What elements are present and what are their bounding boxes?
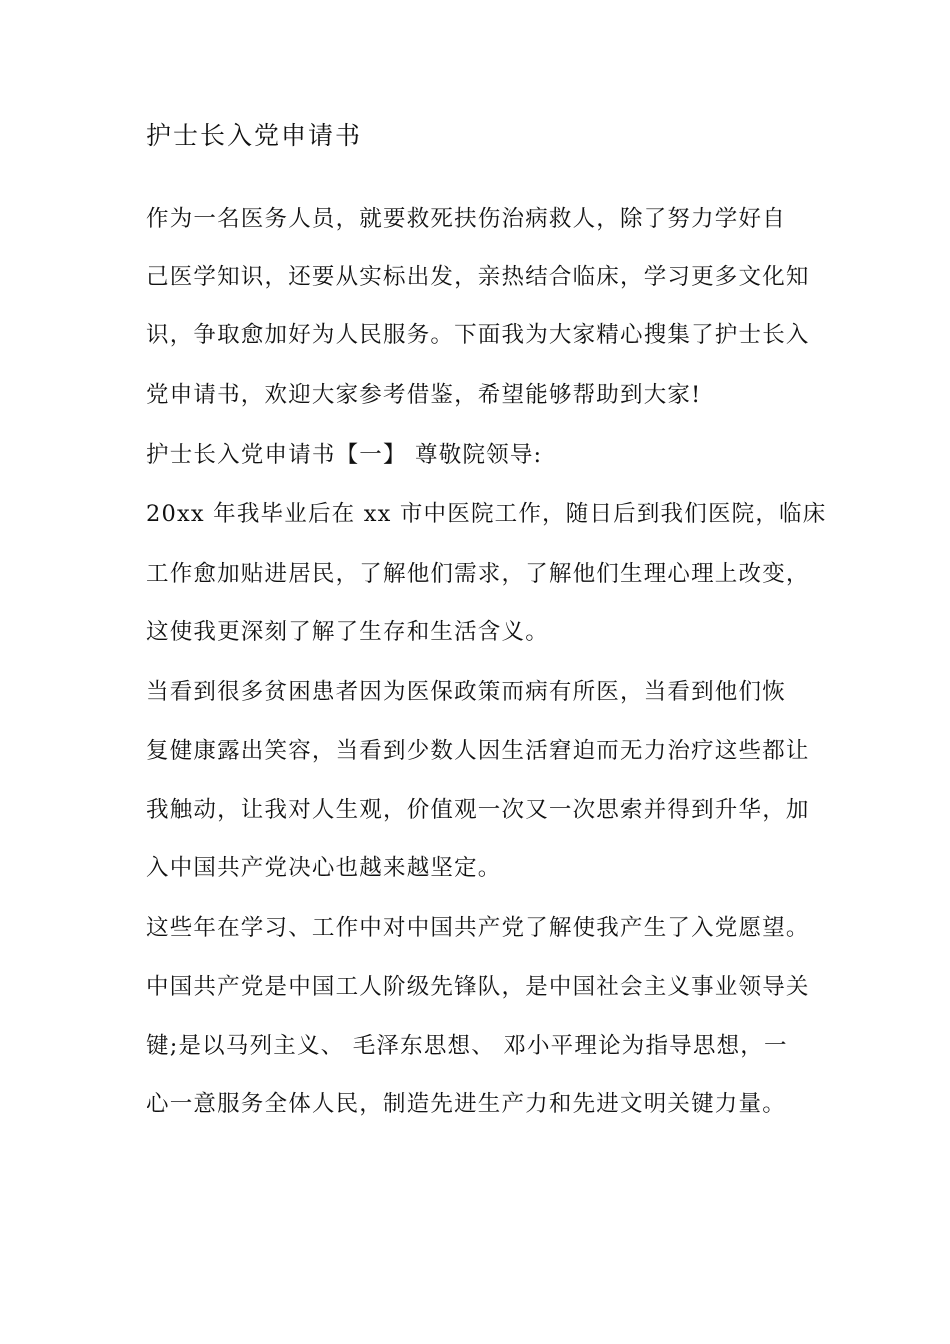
- paragraph-line: 己医学知识，还要从实标出发，亲热结合临床，学习更多文化知: [146, 264, 810, 290]
- paragraph-line: 中国共产党是中国工人阶级先锋队，是中国社会主义事业领导关: [146, 974, 810, 1000]
- paragraph-line: 这些年在学习、工作中对中国共产党了解使我产生了入党愿望。: [146, 915, 810, 941]
- paragraph-line: 入中国共产党决心也越来越坚定。: [146, 855, 502, 881]
- paragraph-line: 党申请书，欢迎大家参考借鉴，希望能够帮助到大家!: [146, 382, 702, 408]
- paragraph-line: 当看到很多贫困患者因为医保政策而病有所医，当看到他们恢: [146, 679, 786, 705]
- paragraph-line: 这使我更深刻了解了生存和生活含义。: [146, 619, 549, 645]
- paragraph-line: 识，争取愈加好为人民服务。下面我为大家精心搜集了护士长入: [146, 322, 810, 348]
- paragraph-line: 心一意服务全体人民，制造先进生产力和先进文明关键力量。: [146, 1091, 786, 1117]
- paragraph-line: 我触动，让我对人生观，价值观一次又一次思索并得到升华，加: [146, 797, 810, 823]
- paragraph-line: 键;是以马列主义、 毛泽东思想、 邓小平理论为指导思想，一: [146, 1033, 788, 1059]
- paragraph-line: 20xx 年我毕业后在 xx 市中医院工作，随日后到我们医院，临床: [146, 501, 827, 527]
- paragraph-line: 工作愈加贴进居民，了解他们需求，了解他们生理心理上改变，: [146, 561, 810, 587]
- paragraph-line: 作为一名医务人员，就要救死扶伤治病救人，除了努力学好自: [146, 206, 786, 232]
- section-heading-line: 护士长入党申请书【一】 尊敬院领导:: [146, 442, 543, 468]
- document-title: 护士长入党申请书: [146, 121, 363, 150]
- paragraph-line: 复健康露出笑容，当看到少数人因生活窘迫而无力治疗这些都让: [146, 738, 810, 764]
